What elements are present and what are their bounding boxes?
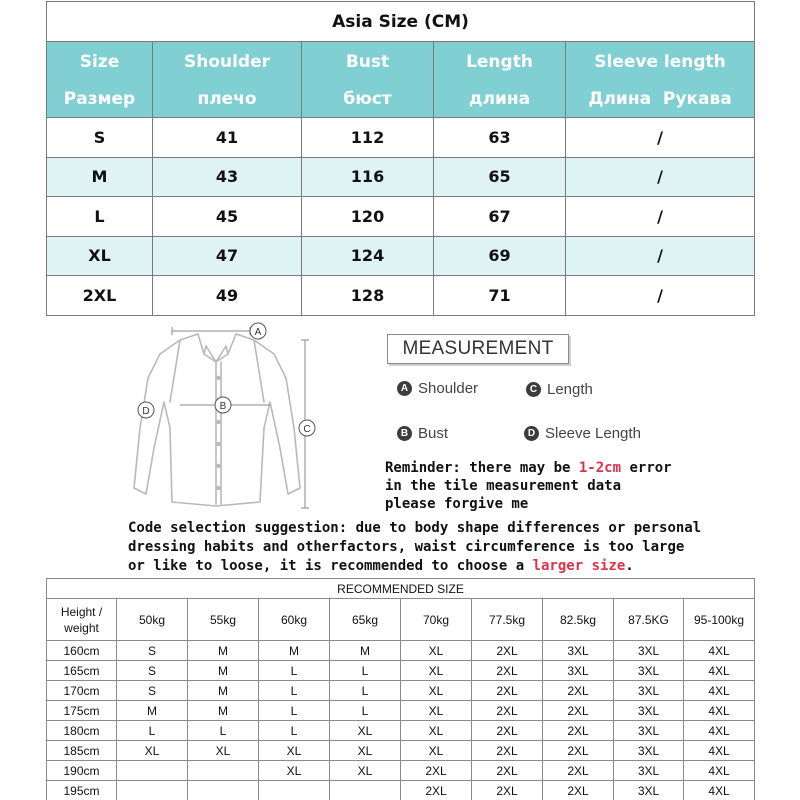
size-cell: XL <box>259 741 330 761</box>
size-cell: M <box>188 641 259 661</box>
size-cell: 2XL <box>472 761 543 781</box>
header-sleeve-length-ru: Длина Рукава <box>566 82 755 118</box>
size-cell: M <box>188 681 259 701</box>
size-cell: 2XL <box>472 721 543 741</box>
size-cell: XL <box>401 641 472 661</box>
size-table-header-en <box>47 42 755 82</box>
svg-text:B: B <box>219 401 227 412</box>
size-cell: XL <box>259 761 330 781</box>
svg-text:C: C <box>303 424 311 435</box>
height-cell: 185cm <box>47 741 117 761</box>
size-cell: 2XL <box>472 701 543 721</box>
size-table-title: Asia Size (CM) <box>47 2 755 42</box>
size-cell: 4XL <box>684 781 755 800</box>
size-cell: XL <box>188 741 259 761</box>
size-cell: L <box>330 661 401 681</box>
bust-cell: 128 <box>302 276 434 316</box>
header-shoulder-ru: плечо <box>153 82 302 118</box>
size-suggestion-text <box>128 519 788 576</box>
weight-header: 77.5kg <box>472 599 543 641</box>
size-cell: 2XL <box>543 761 614 781</box>
reminder-line-1: Reminder: there may be 1-2cm error <box>385 460 672 476</box>
size-cell: 2XL <box>543 701 614 721</box>
shoulder-cell: 43 <box>153 157 302 197</box>
height-cell: 170cm <box>47 681 117 701</box>
size-cell: 4XL <box>684 681 755 701</box>
size-cell: 2XL <box>401 761 472 781</box>
table-row <box>47 641 755 661</box>
table-row <box>47 741 755 761</box>
size-cell: XL <box>401 741 472 761</box>
badge-d-icon: D <box>524 426 539 441</box>
size-cell: XL <box>330 761 401 781</box>
shoulder-cell: 49 <box>153 276 302 316</box>
size-cell: 4XL <box>684 721 755 741</box>
length-cell: 69 <box>434 236 566 276</box>
size-cell: 2XL <box>543 781 614 800</box>
size-cell: XL <box>330 741 401 761</box>
size-cell: S <box>117 661 188 681</box>
weight-header: 50kg <box>117 599 188 641</box>
reminder-line-3: please forgive me <box>385 496 529 512</box>
table-row <box>47 157 755 197</box>
marker-c <box>299 420 315 436</box>
size-cell: 3XL <box>614 721 684 741</box>
weight-header: 65kg <box>330 599 401 641</box>
length-cell: 71 <box>434 276 566 316</box>
size-cell: 3XL <box>614 781 684 800</box>
size-cell: M <box>188 701 259 721</box>
weight-header: 60kg <box>259 599 330 641</box>
size-cell: 2XL <box>47 276 153 316</box>
size-cell: 2XL <box>543 681 614 701</box>
height-cell: 175cm <box>47 701 117 721</box>
size-cell <box>117 781 188 800</box>
size-cell: 4XL <box>684 641 755 661</box>
header-sleeve-length: Sleeve length <box>566 42 755 82</box>
table-row <box>47 781 755 800</box>
bust-cell: 120 <box>302 197 434 237</box>
size-cell: 3XL <box>614 641 684 661</box>
size-cell: 3XL <box>614 701 684 721</box>
size-table <box>46 1 755 316</box>
size-cell: L <box>330 681 401 701</box>
svg-text:A: A <box>254 327 262 338</box>
weight-header: 87.5KG <box>614 599 684 641</box>
weight-header: 55kg <box>188 599 259 641</box>
size-cell: L <box>47 197 153 237</box>
size-cell: L <box>259 701 330 721</box>
bust-cell: 116 <box>302 157 434 197</box>
size-cell: 4XL <box>684 661 755 681</box>
badge-a-icon: A <box>397 381 412 396</box>
height-cell: 195cm <box>47 781 117 800</box>
size-cell: 3XL <box>614 761 684 781</box>
size-cell: S <box>47 118 153 158</box>
size-cell: L <box>259 721 330 741</box>
marker-d <box>138 402 154 418</box>
length-cell: 63 <box>434 118 566 158</box>
shoulder-cell: 41 <box>153 118 302 158</box>
error-highlight: 1-2cm <box>578 460 622 476</box>
size-cell: 3XL <box>543 641 614 661</box>
size-cell: XL <box>401 661 472 681</box>
size-cell: L <box>259 661 330 681</box>
legend-label: Bust <box>418 425 449 442</box>
size-cell: 2XL <box>472 681 543 701</box>
legend-label: Length <box>547 381 593 398</box>
weight-header: 95-100kg <box>684 599 755 641</box>
size-cell: L <box>117 721 188 741</box>
size-cell: S <box>117 641 188 661</box>
size-cell: 2XL <box>472 741 543 761</box>
table-row <box>47 701 755 721</box>
legend-shoulder <box>397 380 478 397</box>
header-length-ru: длина <box>434 82 566 118</box>
size-cell: M <box>330 641 401 661</box>
table-row <box>47 721 755 741</box>
legend-bust <box>397 425 448 442</box>
marker-b <box>215 397 231 413</box>
reminder-line-2: in the tile measurement data <box>385 478 622 494</box>
header-bust-ru: бюст <box>302 82 434 118</box>
badge-c-icon: C <box>526 382 541 397</box>
size-cell: L <box>330 701 401 721</box>
size-cell: 3XL <box>543 661 614 681</box>
legend-length <box>526 381 593 398</box>
size-cell: M <box>47 157 153 197</box>
sleeve-cell: / <box>566 157 755 197</box>
suggestion-line-2: dressing habits and otherfactors, waist circumference is too large <box>128 539 685 555</box>
size-cell: XL <box>47 236 153 276</box>
size-cell: M <box>117 701 188 721</box>
height-cell: 160cm <box>47 641 117 661</box>
larger-size-highlight: larger size <box>532 558 626 574</box>
weight-header: 82.5kg <box>543 599 614 641</box>
size-cell: 4XL <box>684 761 755 781</box>
table-row <box>47 681 755 701</box>
size-cell: 4XL <box>684 701 755 721</box>
size-cell <box>188 761 259 781</box>
header-size: Size <box>47 42 153 82</box>
length-cell: 67 <box>434 197 566 237</box>
size-cell: 2XL <box>472 661 543 681</box>
size-cell <box>188 781 259 800</box>
size-cell: 2XL <box>401 781 472 800</box>
size-cell: XL <box>401 721 472 741</box>
legend-label: Shoulder <box>418 380 479 397</box>
bust-cell: 112 <box>302 118 434 158</box>
size-cell: 3XL <box>614 681 684 701</box>
recommended-size-table <box>46 578 755 800</box>
height-cell: 190cm <box>47 761 117 781</box>
header-size-ru: Размер <box>47 82 153 118</box>
table-row <box>47 661 755 681</box>
sleeve-cell: / <box>566 118 755 158</box>
marker-a <box>250 323 266 339</box>
size-cell <box>259 781 330 800</box>
sleeve-cell: / <box>566 236 755 276</box>
header-shoulder: Shoulder <box>153 42 302 82</box>
sleeve-cell: / <box>566 276 755 316</box>
weight-header: 70kg <box>401 599 472 641</box>
legend-label: Sleeve Length <box>545 425 641 442</box>
table-row <box>47 276 755 316</box>
size-cell: L <box>188 721 259 741</box>
length-cell: 65 <box>434 157 566 197</box>
header-length: Length <box>434 42 566 82</box>
size-cell: 2XL <box>543 721 614 741</box>
suggestion-line-3: or like to loose, it is recommended to choose a larger size. <box>128 558 634 574</box>
weight-header-row <box>47 599 755 641</box>
size-cell <box>117 761 188 781</box>
size-table-header-ru <box>47 82 755 118</box>
badge-b-icon: B <box>397 426 412 441</box>
svg-text:D: D <box>142 406 150 417</box>
table-row <box>47 236 755 276</box>
size-cell: M <box>259 641 330 661</box>
measurement-title: MEASUREMENT <box>387 334 569 364</box>
size-cell: 2XL <box>543 741 614 761</box>
size-cell: XL <box>117 741 188 761</box>
shoulder-cell: 45 <box>153 197 302 237</box>
header-bust: Bust <box>302 42 434 82</box>
size-cell: 4XL <box>684 741 755 761</box>
size-cell: 2XL <box>472 781 543 800</box>
table-row <box>47 761 755 781</box>
sleeve-cell: / <box>566 197 755 237</box>
size-cell: 3XL <box>614 661 684 681</box>
legend-sleeve-length <box>524 425 641 442</box>
shoulder-cell: 47 <box>153 236 302 276</box>
bust-cell: 124 <box>302 236 434 276</box>
size-cell <box>330 781 401 800</box>
height-cell: 180cm <box>47 721 117 741</box>
size-cell: S <box>117 681 188 701</box>
size-cell: XL <box>330 721 401 741</box>
shirt-diagram <box>120 318 330 518</box>
recommended-size-title: RECOMMENDED SIZE <box>47 579 755 599</box>
table-row <box>47 118 755 158</box>
size-cell: M <box>188 661 259 681</box>
size-cell: L <box>259 681 330 701</box>
size-cell: XL <box>401 681 472 701</box>
size-cell: XL <box>401 701 472 721</box>
reminder-text <box>385 459 785 513</box>
height-weight-corner: Height / weight <box>47 599 117 641</box>
height-cell: 165cm <box>47 661 117 681</box>
size-cell: 2XL <box>472 641 543 661</box>
table-row <box>47 197 755 237</box>
size-cell: 3XL <box>614 741 684 761</box>
suggestion-line-1: Code selection suggestion: due to body shape differences or personal <box>128 520 702 536</box>
